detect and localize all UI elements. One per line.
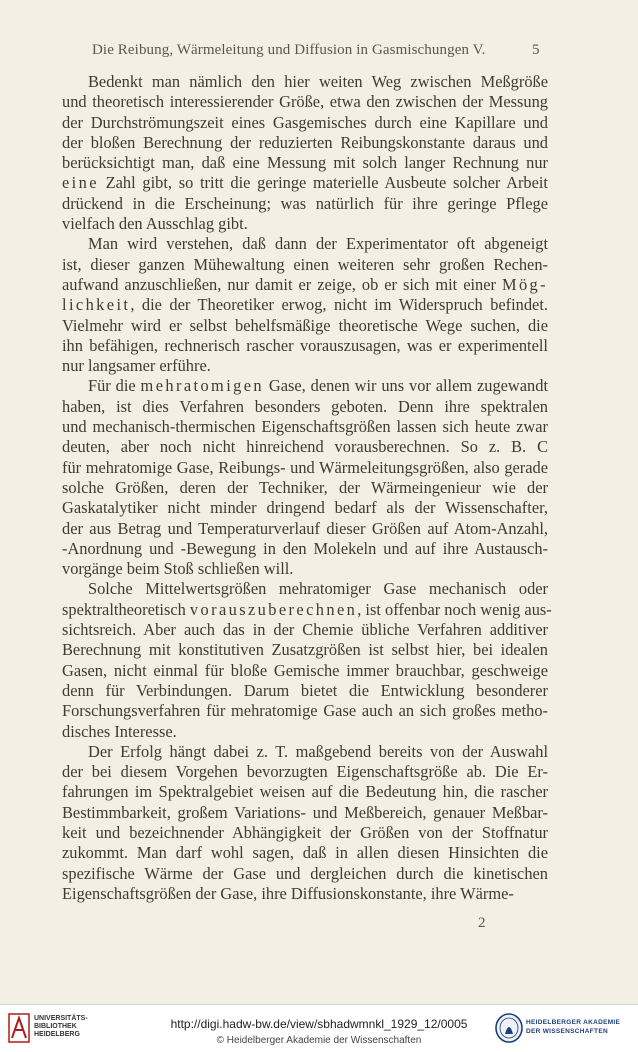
text-line: fahrungen im Spektralgebiet weisen auf die Bedeutung hin, die rascher xyxy=(62,782,548,802)
text-line: deuten, aber noch nicht hinreichend vorausberechnen. So z. B. C xyxy=(62,437,548,457)
text-line: solche Größen, deren der Techniker, der Wärmeingenieur wie der xyxy=(62,477,548,497)
text-line xyxy=(62,376,548,396)
text-line: Bestimmbarkeit, großem Variations- und Meßbereich, genauer Meßbar- xyxy=(62,802,548,822)
university-name-line2: BIBLIOTHEK xyxy=(34,1023,77,1030)
text-line: und mechanisch-thermischen Eigenschaftsgrößen lassen sich heute zwar xyxy=(62,417,548,437)
text-line: der Durchströmungszeit eines Gasgemisches durch eine Kapillare und xyxy=(62,112,548,132)
text-segment: Zahl gibt, so tritt die geringe materielle Ausbeute solcher Arbeit xyxy=(98,173,548,193)
text-line: Bedenkt man nämlich den hier weiten Weg zwischen Meßgröße xyxy=(88,72,548,91)
text-segment: spektraltheoretisch xyxy=(62,599,190,619)
text-line xyxy=(62,275,548,295)
signature-mark: 2 xyxy=(478,915,486,931)
text-line: der bloßen Berechnung der reduzierten Reibungskonstante daraus und xyxy=(62,132,548,152)
text-line: denn für Verbindungen. Darum bietet die Entwicklung besonderer xyxy=(62,680,548,700)
academy-seal-icon xyxy=(494,1012,524,1044)
text-line: der bei diesem Vorgehen bevorzugten Eigenschaftsgröße ab. Die Er- xyxy=(62,762,548,782)
text-line: und theoretisch interessierender Größe, etwa den zwischen der Messung xyxy=(62,92,548,112)
text-line: vielfach den Ausschlag gibt. xyxy=(62,214,248,234)
academy-name xyxy=(526,1018,620,1036)
text-line: Solche Mittelwertsgrößen mehratomiger Gase mechanisch oder xyxy=(88,579,548,599)
text-line: Berechnung mit konstitutiven Zusatzgrößen ist selbst hier, bei idealen xyxy=(62,640,548,660)
text-line: zukommt. Man darf wohl sagen, daß in allen diesen Hinsichten die xyxy=(62,843,548,863)
spaced-emphasis: lichkeit xyxy=(62,295,131,315)
text-line: Man wird verstehen, daß dann der Experimentator oft abgeneigt xyxy=(88,234,548,254)
text-line: haben, ist dies Verfahren besonders geboten. Denn ihre spektralen xyxy=(62,396,548,416)
text-line: ist, dieser ganzen Mühewaltung einen weiteren sehr großen Rechen- xyxy=(62,254,548,274)
text-line: der aus Betrag und Temperaturverlauf dieser Größen auf Atom-Anzahl, xyxy=(62,518,548,538)
text-line: drückend in die Erscheinung; was natürlich für ihre geringe Pflege xyxy=(62,193,548,213)
copyright-notice: © Heidelberger Akademie der Wissenschaften xyxy=(216,1035,422,1046)
text-line: für mehratomige Gase, Reibungs- und Wärmeleitungsgrößen, also gerade xyxy=(62,457,548,477)
text-line: Gaskatalytiker nicht minder dringend bedarf als der Wissenschafter, xyxy=(62,498,548,518)
text-segment: Für die xyxy=(88,376,141,396)
text-line xyxy=(62,173,548,193)
text-line: Eigenschaftsgrößen der Gase, ihre Diffusionskonstante, ihre Wärme- xyxy=(62,883,514,903)
text-segment: aufwand anzuschließen, nur damit er zeige, ob er sich mit einer xyxy=(62,274,502,294)
university-name-line1: UNIVERSITÄTS- xyxy=(34,1015,88,1022)
text-line: keit und bezeichnender Abhängigkeit der Größen von der Stoffnatur xyxy=(62,822,548,842)
text-line: nur langsamer erführe. xyxy=(62,356,211,376)
text-line: ihn befähigen, rechnerisch rascher vorauszusagen, was er experimentell xyxy=(62,335,548,355)
text-segment: , ist offenbar noch wenig aus- xyxy=(357,599,552,619)
academy-name-line1: HEIDELBERGER AKADEMIE xyxy=(526,1019,621,1026)
academy-name-line2: DER WISSENSCHAFTEN xyxy=(526,1028,608,1035)
spaced-emphasis: eine xyxy=(62,173,99,193)
text-line: Gasen, nicht einmal für bloße Gemische immer brauchbar, geschweige xyxy=(62,660,548,680)
text-segment: , die der Theoretiker erwog, nicht im Widerspruch befindet. xyxy=(130,295,548,315)
text-line: vorgänge beim Stoß schließen will. xyxy=(62,559,294,579)
viewer-footer xyxy=(0,1004,638,1052)
text-line: berücksichtigt man, daß eine Messung mit solch langer Rechnung nur xyxy=(62,153,548,173)
body-text xyxy=(62,72,552,904)
text-line: -Anordnung und -Bewegung in den Molekeln und auf ihre Austausch- xyxy=(62,538,548,558)
text-line xyxy=(62,295,548,315)
text-line: Forschungsverfahren für mehratomige Gase auch an sich großes metho- xyxy=(62,701,548,721)
spaced-emphasis: vorauszuberechnen xyxy=(189,599,358,619)
page-number: 5 xyxy=(532,42,540,58)
running-title: Die Reibung, Wärmeleitung und Diffusion in Gasmischungen V. xyxy=(92,42,486,58)
text-line: Der Erfolg hängt dabei z. T. maßgebend bereits von der Auswahl xyxy=(88,741,548,761)
text-line: disches Interesse. xyxy=(62,721,177,741)
text-segment: Gase, denen wir uns vor allem zugewandt xyxy=(264,376,548,396)
spaced-emphasis: Mög- xyxy=(501,274,548,294)
university-name-line3: HEIDELBERG xyxy=(34,1031,80,1038)
text-line: spezifische Wärme der Gase und dergleichen durch die kinetischen xyxy=(62,863,548,883)
text-line: Vielmehr wird er selbst behelfsmäßige theoretische Wege suchen, die xyxy=(62,315,548,335)
text-line: sichtsreich. Aber auch das in der Chemie übliche Verfahren additiver xyxy=(62,620,548,640)
spaced-emphasis: mehratomigen xyxy=(140,376,265,396)
permalink-url[interactable]: http://digi.hadw-bw.de/view/sbhadwmnkl_1929_12/0005 xyxy=(170,1017,468,1031)
text-line xyxy=(62,599,552,620)
